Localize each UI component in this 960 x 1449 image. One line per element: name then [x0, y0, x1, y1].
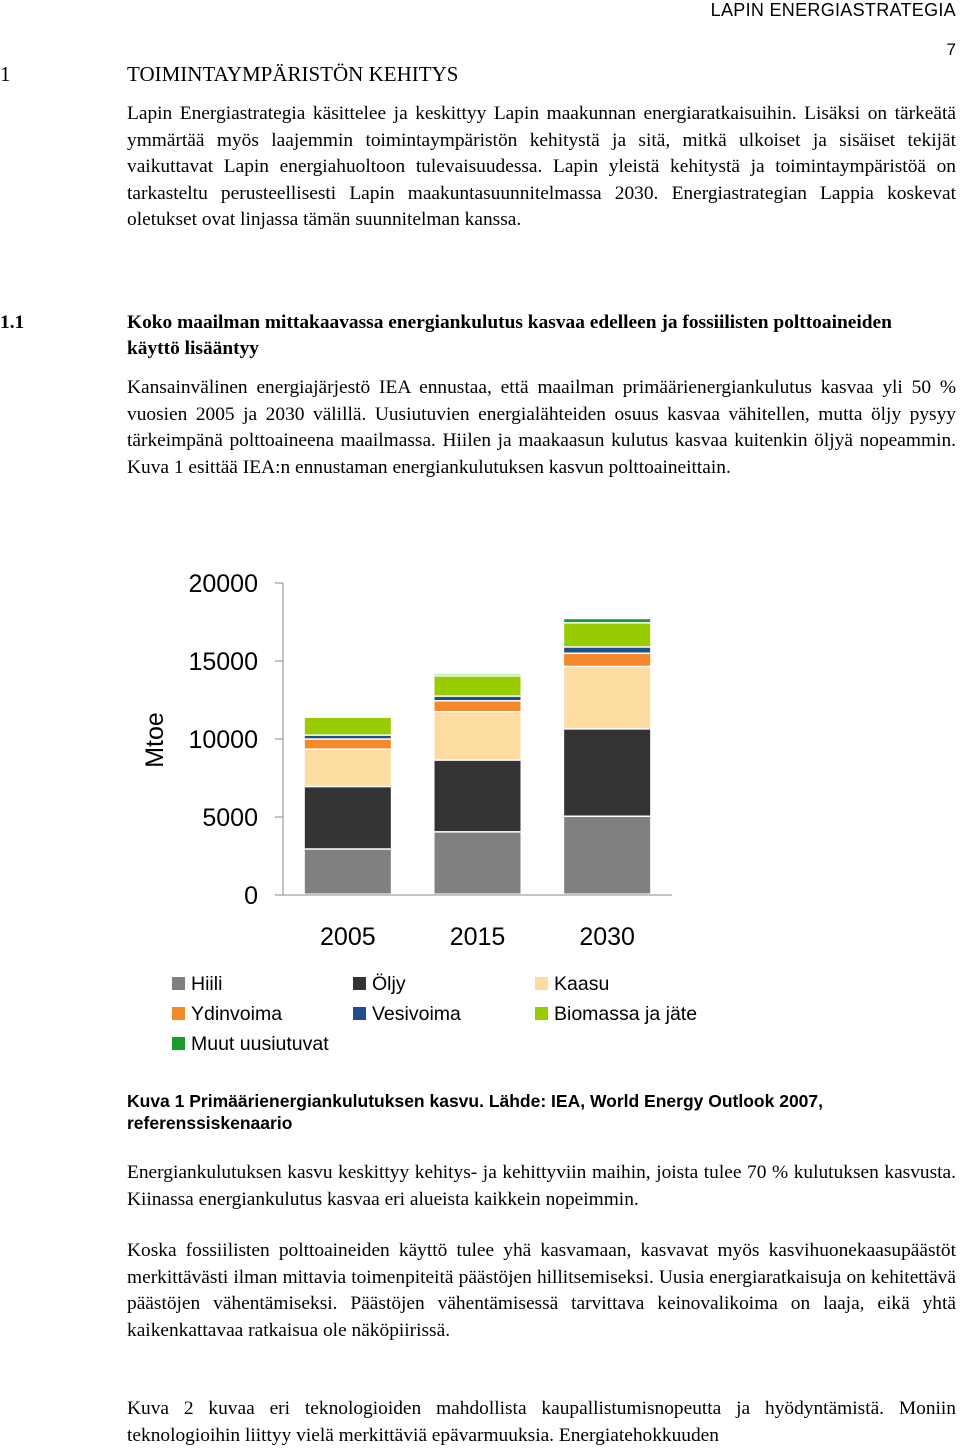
- y-tick-label: 15000: [188, 648, 258, 676]
- bar-segment-2005-kaasu: [305, 750, 391, 786]
- bar-segment-2030-öljy: [564, 730, 650, 816]
- legend-label: Biomassa ja jäte: [554, 1003, 697, 1025]
- bar-segment-2005-ydinvoima: [305, 740, 391, 749]
- y-tick-label: 0: [244, 882, 258, 910]
- running-header: LAPIN ENERGIASTRATEGIA: [711, 0, 956, 21]
- bar-segment-2015-öljy: [435, 761, 521, 831]
- x-tick-label: 2005: [320, 923, 376, 951]
- figure-caption: Kuva 1 Primäärienergiankulutuksen kasvu. Lähde: IEA, World Energy Outlook 2007, referenssiskenaario: [127, 1090, 956, 1134]
- bar-segment-2015-biomassa-ja-jäte: [435, 677, 521, 696]
- bar-segment-2015-kaasu: [435, 712, 521, 759]
- bar-segment-2005-hiili: [305, 850, 391, 894]
- bar-segment-2015-vesivoima: [435, 697, 521, 700]
- bar-segment-2030-kaasu: [564, 667, 650, 728]
- y-axis-label: Mtoe: [141, 712, 169, 768]
- x-tick-label: 2030: [579, 923, 635, 951]
- section-number: 1: [0, 62, 11, 87]
- legend-swatch: [535, 977, 548, 990]
- intro-paragraph: Lapin Energiastrategia käsittelee ja keskittyy Lapin maakunnan energiaratkaisuihin. Lisäksi on tärkeätä ymmärtää myös laajemmin toimintaympäristön kehitystä ja sitä, mitkä ulkoiset ja sisäiset tekijät vaikuttavat Lapin energiahuoltoon tulevaisuudessa. Lapin yleistä kehitystä ja toimintaympäristöä on tarkasteltu perusteellisesti Lapin maakuntasuunnitelmassa 2030. Energiastrategian Lappia koskevat oletukset ovat linjassa tämän suunnitelman kanssa.: [127, 101, 956, 234]
- chart-svg: [0, 560, 960, 1070]
- legend-swatch: [172, 977, 185, 990]
- legend-swatch: [172, 1007, 185, 1020]
- page-number: 7: [947, 40, 956, 60]
- bar-segment-2030-vesivoima: [564, 648, 650, 653]
- bar-segment-2015-hiili: [435, 833, 521, 894]
- bar-segment-2030-muut-uusiutuvat: [564, 619, 650, 622]
- bar-segment-2030-hiili: [564, 817, 650, 894]
- bar-segment-2005-biomassa-ja-jäte: [305, 718, 391, 734]
- bar-segment-2030-biomassa-ja-jäte: [564, 624, 650, 647]
- technology-paragraph: Kuva 2 kuvaa eri teknologioiden mahdollista kaupallistumisnopeutta ja hyödyntämistä. Moniin teknologioihin liittyy vielä merkittäviä epävarmuuksia. Energiatehokkuuden: [127, 1396, 956, 1449]
- section-title: TOIMINTAYMPÄRISTÖN KEHITYS: [127, 62, 458, 87]
- emissions-paragraph: Koska fossiilisten polttoaineiden käyttö tulee yhä kasvamaan, kasvavat myös kasvihuonekaasupäästöt merkittävästi ilman mittavia toimenpiteitä päästöjen hillitsemiseksi. Uusia energiaratkaisuja on kehitettävä päästöjen vähentämiseksi. Päästöjen vähentämisessä tarvittava keinovalikoima on laaja, eikä yhtä kaikenkattavaa ratkaisua ole näköpiirissä.: [127, 1238, 956, 1344]
- bar-segment-2015-ydinvoima: [435, 702, 521, 711]
- legend-label: Muut uusiutuvat: [191, 1033, 329, 1055]
- bar-segment-2005-vesivoima: [305, 736, 391, 738]
- subsection-number: 1.1: [0, 310, 24, 336]
- legend-label: Hiili: [191, 973, 222, 995]
- x-tick-label: 2015: [450, 923, 506, 951]
- iea-paragraph: Kansainvälinen energiajärjestö IEA ennustaa, että maailman primäärienergiankulutus kasvaa yli 50 % vuosien 2005 ja 2030 välillä. Uusiutuvien energialähteiden osuus kasvaa vähitellen, mutta öljy pysyy tärkeimpänä polttoaineena maailmassa. Hiilen ja maakaasun kulutus kasvaa kuitenkin öljyä nopeammin. Kuva 1 esittää IEA:n ennustaman energiankulutuksen kasvun polttoaineittain.: [127, 375, 956, 481]
- legend-swatch: [535, 1007, 548, 1020]
- bar-segment-2030-ydinvoima: [564, 654, 650, 666]
- growth-paragraph: Energiankulutuksen kasvu keskittyy kehitys- ja kehittyviin maihin, joista tulee 70 % kulutuksen kasvusta. Kiinassa energiankulutus kasvaa eri alueista kaikkein nopeimmin.: [127, 1160, 956, 1213]
- bar-segment-2005-öljy: [305, 787, 391, 848]
- y-tick-label: 5000: [202, 804, 258, 832]
- legend-swatch: [172, 1037, 185, 1050]
- y-tick-label: 10000: [188, 726, 258, 754]
- y-tick-label: 20000: [188, 570, 258, 598]
- legend-label: Öljy: [372, 973, 406, 995]
- subsection-title: Koko maailman mittakaavassa energiankulutus kasvaa edelleen ja fossiilisten polttoaineiden käyttö lisääntyy: [127, 310, 927, 362]
- legend-swatch: [353, 1007, 366, 1020]
- legend-label: Ydinvoima: [191, 1003, 282, 1025]
- energy-consumption-chart: [0, 560, 960, 1070]
- legend-label: Kaasu: [554, 973, 609, 995]
- legend-label: Vesivoima: [372, 1003, 461, 1025]
- legend-swatch: [353, 977, 366, 990]
